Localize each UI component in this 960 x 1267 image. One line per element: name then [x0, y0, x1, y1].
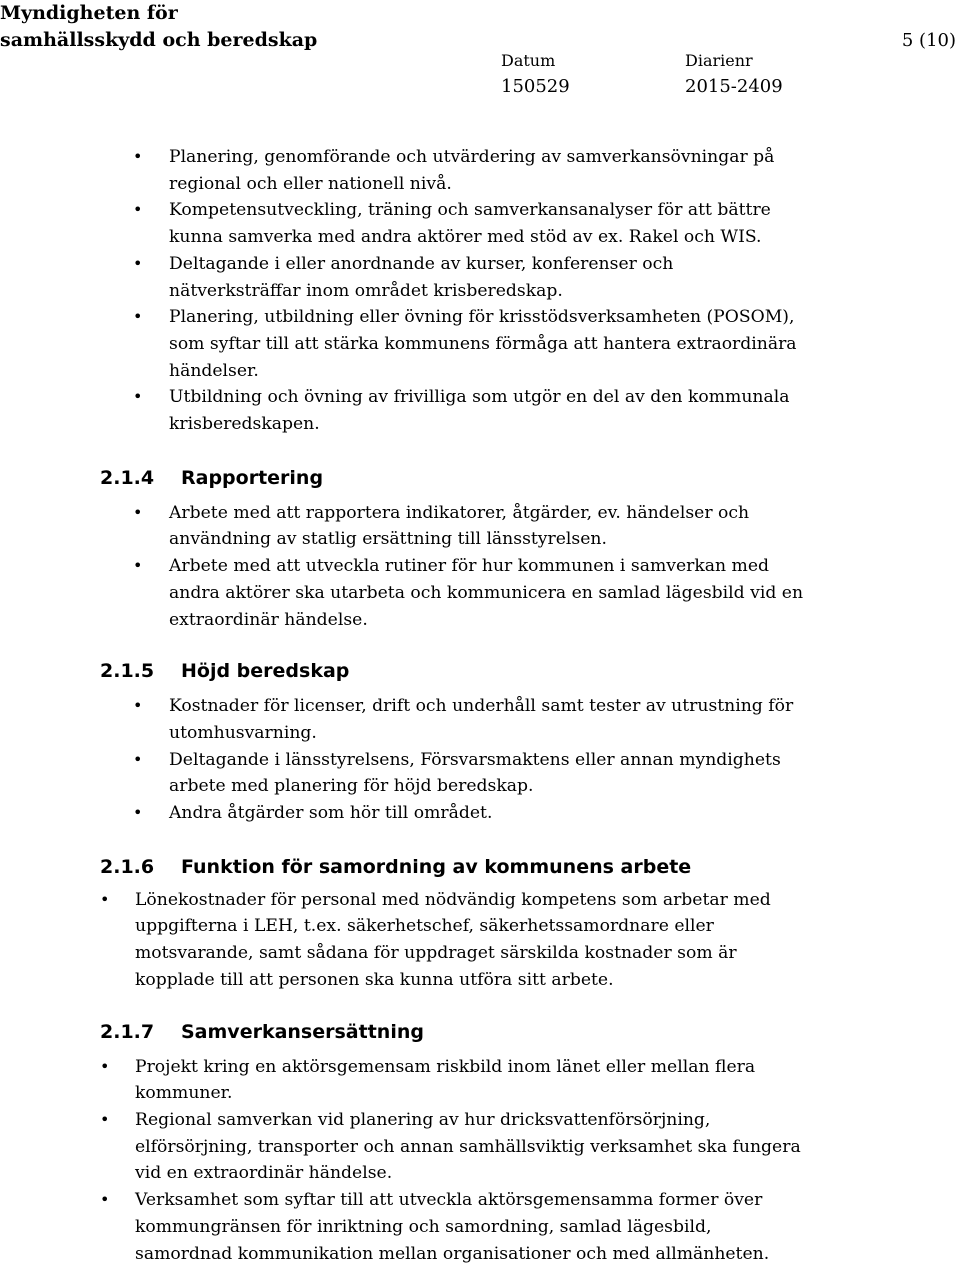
list-item: • Deltagande i eller anordnande av kurser, konferenser och nätverksträffar inom området krisberedskap. [0, 251, 810, 304]
section-number: 2.1.6 [100, 855, 155, 878]
bullet-icon: • [133, 307, 143, 327]
datum-label: Datum [501, 51, 556, 70]
bullet-icon: • [100, 1109, 110, 1129]
list-item: • Arbete med att rapportera indikatorer, åtgärder, ev. händelser och användning av statlig ersättning till länsstyrelsen. [0, 500, 810, 553]
section-title: Rapportering [181, 466, 324, 489]
section-heading [0, 853, 960, 881]
list-item: • Lönekostnader för personal med nödvändig kompetens som arbetar med uppgifterna i LEH, t.ex. säkerhetschef, säkerhetssamordnare eller motsvarande, samt sådana för uppdraget särskilda kostnader som är kopplade till att personen ska kunna utföra sitt arbete. [0, 887, 810, 994]
section-number: 2.1.7 [100, 1020, 155, 1043]
list-item: • Kompetensutveckling, träning och samverkansanalyser för att bättre kunna samverka med andra aktörer med stöd av ex. Rakel och WIS. [0, 197, 810, 250]
section-heading [0, 1018, 960, 1046]
list-item: • Utbildning och övning av frivilliga som utgör en del av den kommunala krisberedskapen. [0, 384, 810, 437]
diarienr-block [685, 49, 783, 101]
section-heading [0, 464, 960, 492]
section-list [0, 1054, 960, 1267]
list-item: • Andra åtgärder som hör till området. [0, 800, 810, 827]
list-item: • Projekt kring en aktörsgemensam riskbild inom länet eller mellan flera kommuner. [0, 1054, 810, 1107]
bullet-icon: • [133, 803, 143, 823]
bullet-icon: • [133, 387, 143, 407]
bullet-icon: • [133, 556, 143, 576]
activity-list [0, 144, 960, 438]
section-list [0, 500, 960, 634]
document-body [0, 144, 960, 1267]
section-heading [0, 657, 960, 685]
bullet-icon: • [100, 1056, 110, 1076]
diarienr-value: 2015-2409 [685, 76, 783, 97]
datum-block [501, 49, 570, 101]
section-title: Höjd beredskap [181, 660, 350, 683]
section-list [0, 887, 960, 994]
datum-value: 150529 [501, 76, 570, 97]
section-number: 2.1.5 [100, 660, 155, 683]
bullet-icon: • [133, 696, 143, 716]
organization-name [0, 0, 317, 54]
section-title: Funktion för samordning av kommunens arbete [181, 855, 692, 878]
list-item: • Verksamhet som syftar till att utveckla aktörsgemensamma former över kommungränsen för inriktning och samordning, samlad lägesbild, samordnad kommunikation mellan organisationer och med allmänheten. [0, 1187, 810, 1267]
section-list [0, 693, 960, 827]
list-item: • Deltagande i länsstyrelsens, Försvarsmaktens eller annan myndighets arbete med planering för höjd beredskap. [0, 747, 810, 800]
diarienr-label: Diarienr [685, 51, 753, 70]
section-title: Samverkansersättning [181, 1020, 424, 1043]
bullet-icon: • [133, 502, 143, 522]
bullet-icon: • [100, 1190, 110, 1210]
page-number: 5 (10) [901, 30, 956, 51]
list-item: • Planering, genomförande och utvärdering av samverkansövningar på regional och eller nationell nivå. [0, 144, 810, 197]
list-item: • Kostnader för licenser, drift och underhåll samt tester av utrustning för utomhusvarning. [0, 693, 810, 746]
bullet-icon: • [133, 749, 143, 769]
bullet-icon: • [133, 147, 143, 166]
bullet-icon: • [133, 253, 143, 273]
section-number: 2.1.4 [100, 466, 155, 489]
org-line-2: samhällsskydd och beredskap [0, 29, 318, 51]
org-line-1: Myndigheten för [0, 2, 178, 24]
list-item: • Planering, utbildning eller övning för krisstödsverksamheten (POSOM), som syftar till att stärka kommunens förmåga att hantera extraordinära händelser. [0, 304, 810, 384]
list-item: • Arbete med att utveckla rutiner för hur kommunen i samverkan med andra aktörer ska utarbeta och kommunicera en samlad lägesbild vid en extraordinär händelse. [0, 553, 810, 633]
bullet-icon: • [133, 200, 143, 220]
list-item: • Regional samverkan vid planering av hur dricksvattenförsörjning, elförsörjning, transporter och annan samhällsviktig verksamhet ska fungera vid en extraordinär händelse. [0, 1107, 810, 1187]
bullet-icon: • [100, 889, 110, 909]
